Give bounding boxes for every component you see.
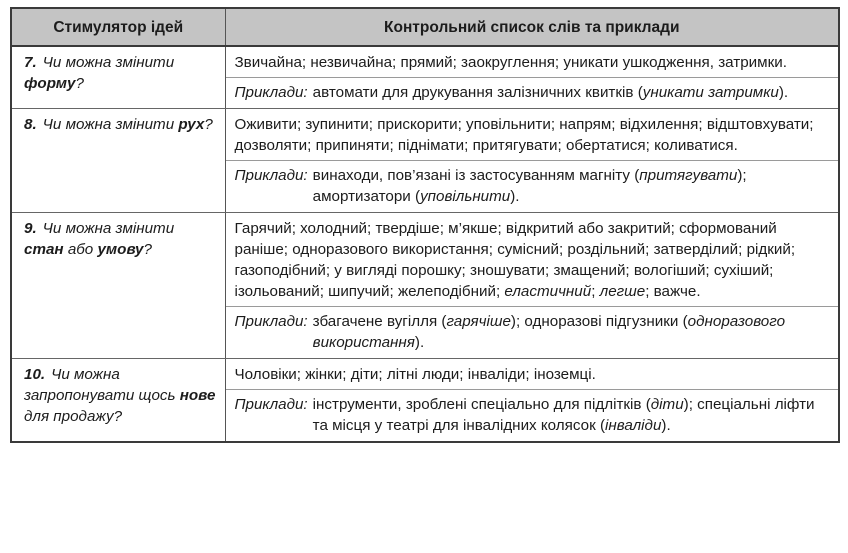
examples-8 [226,160,839,212]
examples-text-8 [313,165,830,207]
checklist-cell-8 [225,109,839,213]
checklist-cell-7 [225,46,839,109]
header-col-checklist: Контрольний список слів та приклади [225,8,839,46]
word-sep-9: ; [591,283,600,300]
example-hint-8a: притягувати [639,167,738,184]
examples-text-10 [313,394,830,436]
question-keyword-9b: умову [97,241,144,258]
examples-label-7: Приклади: [234,84,308,101]
examples-7 [226,77,839,108]
question-keyword-7: форму [24,75,76,92]
example-text-9b: ); одноразові підгузники ( [510,313,688,330]
word-list-8: Оживити; зупинити; прискорити; уповільнити; напрям; відхилення; відштовхувати; дозволяти; припиняти; піднімати; притягувати; обертатися; коливатися. [234,116,814,154]
example-text-10b: ); спеціальні ліфти та місця у театрі для інвалідних колясок ( [312,396,815,434]
word-list-9-end: ; важче. [645,283,701,300]
example-text-10a: інструменти, зроблені спеціально для підлітків ( [312,396,651,413]
example-text-7a: автомати для друкування залізничних квитків ( [312,84,643,101]
question-cell-8 [11,109,225,213]
table-row-8 [11,109,839,213]
question-cell-9 [11,213,225,359]
question-number-10: 10. [24,366,46,383]
example-hint-9a: гарячіше [446,313,511,330]
question-number-7: 7. [24,54,37,71]
example-end-7: ). [778,84,789,101]
table-header-row [11,8,839,46]
example-text-9a: збагачене вугілля ( [312,313,447,330]
example-end-10: ). [661,417,671,434]
example-hint-9b: одноразового використання [312,313,786,351]
table-row-7 [11,46,839,109]
word-italic-9b: легше [599,283,646,300]
header-col-stimulator: Стимулятор ідей [11,8,225,46]
question-connector-9: або [67,241,94,258]
example-hint-10b: інваліди [605,417,662,434]
word-list-9a: Гарячий; холодний; твердіше; м’якше; відкритий або закритий; сформований раніше; одноразового використання; сумісний; роздільний; затверділий; рідкий; газоподібний; у вигляді порошку; зношувати; змащений; вологіший; сухіший; ізольований; шипучий; желеподібний; [234,220,796,300]
example-text-8b: ); амортизатори ( [312,167,747,205]
question-text-9: Чи можна змінити [42,220,175,237]
question-number-9: 9. [24,220,37,237]
examples-label-9: Приклади: [234,313,308,330]
example-hint-10a: діти [650,396,684,413]
examples-9 [226,306,839,358]
example-end-8: ). [510,188,520,205]
examples-text-7 [313,82,830,103]
example-end-9: ). [414,334,425,351]
question-text-10b: для продажу [24,408,114,425]
question-keyword-9a: стан [24,241,64,258]
question-text-7: Чи можна змінити [42,54,175,71]
checklist-cell-9 [225,213,839,359]
question-keyword-10: нове [179,387,216,404]
examples-text-9 [313,311,830,353]
word-list-9 [226,213,839,306]
question-text-8: Чи можна змінити [42,116,175,133]
examples-label-10: Приклади: [234,396,308,413]
checklist-cell-10 [225,359,839,443]
question-mark-7: ? [75,75,84,92]
question-mark-9: ? [143,241,152,258]
example-hint-7a: уникати затримки [642,84,779,101]
example-hint-8b: уповільнити [420,188,511,205]
question-cell-10 [11,359,225,443]
example-text-8a: винаходи, пов’язані із застосуванням магніту ( [312,167,640,184]
examples-10 [226,389,839,441]
question-mark-8: ? [204,116,213,133]
question-number-8: 8. [24,116,37,133]
table-row-10 [11,359,839,443]
question-keyword-8: рух [178,116,205,133]
word-list-7: Звичайна; незвичайна; прямий; заокруглення; уникати ушкодження, затримки. [234,54,787,71]
word-italic-9a: еластичний [504,283,592,300]
question-cell-7 [11,46,225,109]
question-text-10: Чи можна запропонувати щось [24,366,176,404]
examples-label-8: Приклади: [234,167,308,184]
idea-stimulator-table [10,7,840,443]
table-row-9 [11,213,839,359]
question-mark-10: ? [113,408,123,425]
word-list-10: Чоловіки; жінки; діти; літні люди; інваліди; іноземці. [234,366,596,383]
